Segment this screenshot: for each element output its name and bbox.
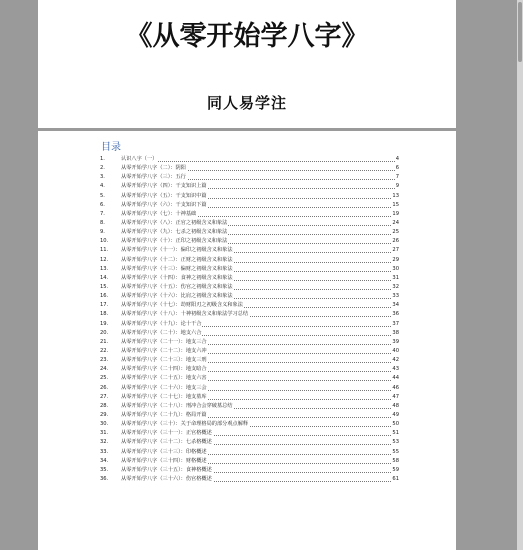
scrollbar-thumb[interactable] [518,2,522,62]
toc-entry-number: 11. [100,247,109,254]
toc-entry-page-number: 30 [391,265,399,274]
toc-entry-number: 35. [100,466,109,473]
toc-entry-number: 22. [100,347,109,354]
toc-entry-page-number: 36 [391,310,399,319]
toc-entry-number: 13. [100,265,109,272]
toc-entry-number: 9. [100,229,105,236]
toc-entry-page-number: 42 [391,356,399,365]
toc-entry-title: 认识八字（一） [121,156,158,162]
toc-entry-number: 21. [100,338,109,345]
toc-entry-number: 24. [100,366,109,373]
toc-entry-page-number: 59 [391,466,399,475]
toc-entry-page-number: 51 [391,429,399,438]
toc-entry-page-number: 25 [391,228,399,237]
toc-entry-page-number: 6 [395,164,399,173]
toc-entry-page-number: 27 [391,246,399,255]
toc-entry-number: 17. [100,302,109,309]
toc-entry-title: 从零开始学八字（五）：干支知识中篇 [121,192,207,199]
toc-entry[interactable] [38,210,456,219]
toc-entry-page-number: 34 [391,301,399,310]
toc-entry[interactable] [38,246,456,255]
toc-entry[interactable] [38,310,456,319]
toc-entry-title: 从零开始学八字（十九）：论十干合 [121,320,202,327]
toc-entry[interactable] [38,420,456,429]
toc-entry-title: 从零开始学八字（二十一）：地支三合 [121,338,207,345]
toc-entry[interactable] [38,256,456,265]
toc-entry-page-number: 9 [395,182,399,191]
toc-entry-number: 30. [100,421,109,428]
toc-entry-page-number: 15 [391,201,399,210]
toc-entry-page-number: 40 [391,347,399,356]
toc-entry-number: 20. [100,329,109,336]
toc-entry-title: 从零开始学八字（十三）：偏财之初级含义和象法 [121,265,233,272]
toc-entry-title: 从零开始学八字（二十）：地支六合 [121,329,202,336]
toc-entry[interactable] [38,402,456,411]
toc-entry[interactable] [38,438,456,447]
toc-entry-number: 16. [100,293,109,300]
toc-entry-number: 33. [100,448,109,455]
toc-entry-page-number: 39 [391,338,399,347]
toc-entry-page-number: 55 [391,448,399,457]
toc-entry[interactable] [38,265,456,274]
toc-entry[interactable] [38,329,456,338]
toc-entry[interactable] [38,283,456,292]
toc-entry-title: 从零开始学八字（二十四）：地支暗合 [121,366,207,373]
toc-entry[interactable] [38,393,456,402]
toc-entry-title: 从零开始学八字（四）：干支知识上篇 [121,183,207,190]
toc-entry[interactable] [38,374,456,383]
toc-entry-page-number: 46 [391,384,399,393]
toc-entry-title: 从零开始学八字（三十二）：七杀格概述 [121,439,212,446]
toc-entry-title: 从零开始学八字（三十五）：食神格概述 [121,466,212,473]
toc-entry-title: 从零开始学八字（三十三）：印格概述 [121,448,207,455]
toc-entry-number: 14. [100,274,109,281]
toc-entry[interactable] [38,274,456,283]
toc-entry-title: 从零开始学八字（十五）：伤官之初级含义和象法 [121,283,233,290]
toc-entry-page-number: 49 [391,411,399,420]
toc-entry[interactable] [38,301,456,310]
document-author: 同人易学注 [206,94,287,112]
toc-entry[interactable] [38,347,456,356]
toc-entry-title: 从零开始学八字（十八）：十神初级含义和象法学习总结 [121,311,249,318]
toc-entry-page-number: 48 [391,402,399,411]
toc-entry[interactable] [38,182,456,191]
toc-entry-page-number: 43 [391,365,399,374]
toc-entry-title: 从零开始学八字（三十）：关于命理格局的部分观点解释 [121,421,249,428]
title-page [38,0,456,128]
toc-entry-title: 从零开始学八字（二十六）：地支三会 [121,384,207,391]
toc-entry-page-number: 32 [391,283,399,292]
toc-entry-title: 从零开始学八字（六）：干支知识下篇 [121,201,207,208]
toc-entry-number: 26. [100,384,109,391]
toc-entry-number: 36. [100,475,109,482]
toc-entry-title: 从零开始学八字（二十二）：地支六冲 [121,347,207,354]
toc-heading: 目录 [101,142,121,153]
toc-entry-page-number: 4 [395,155,399,164]
toc-entry-number: 25. [100,375,109,382]
toc-entry-page-number: 33 [391,292,399,301]
toc-entry-number: 10. [100,238,109,245]
toc-entry-number: 8. [100,219,105,226]
toc-dot-leader [121,161,395,162]
toc-entry-number: 19. [100,320,109,327]
toc-entry-page-number: 50 [391,420,399,429]
toc-entry[interactable] [38,448,456,457]
vertical-scrollbar[interactable] [517,0,523,550]
toc-entry-page-number: 31 [391,274,399,283]
toc-entry-title: 从零开始学八字（二十八）：刑冲合会穿破墓总结 [121,402,233,409]
toc-entry-page-number: 26 [391,237,399,246]
toc-entry-number: 1. [100,156,105,162]
toc-entry-number: 12. [100,256,109,263]
toc-list [38,155,456,484]
toc-page [38,131,456,550]
toc-entry[interactable] [38,173,456,182]
toc-entry-title: 从零开始学八字（九）：七杀之初级含义和象法 [121,229,228,236]
toc-entry-title: 从零开始学八字（三十一）：正官格概述 [121,430,212,437]
toc-entry[interactable] [38,320,456,329]
toc-entry-page-number: 44 [391,374,399,383]
toc-entry-page-number: 53 [391,438,399,447]
toc-entry[interactable] [38,356,456,365]
toc-entry-title: 从零开始学八字（十四）：食神之初级含义和象法 [121,274,233,281]
toc-entry-page-number: 29 [391,256,399,265]
toc-entry-number: 3. [100,174,105,181]
toc-entry-title: 从零开始学八字（二十九）：格局开篇 [121,411,207,418]
toc-entry-number: 29. [100,411,109,418]
toc-entry-page-number: 47 [391,393,399,402]
toc-entry-page-number: 19 [391,210,399,219]
toc-entry-title: 从零开始学八字（十）：正印之初级含义和象法 [121,238,228,245]
toc-entry-number: 6. [100,201,105,208]
toc-entry[interactable] [38,292,456,301]
toc-entry[interactable] [38,457,456,466]
toc-entry[interactable] [38,201,456,210]
toc-entry-page-number: 24 [391,219,399,228]
toc-entry-title: 从零开始学八字（三十四）：财格概述 [121,457,207,464]
toc-entry-number: 15. [100,283,109,290]
document-title: 《从零开始学八字》 [125,21,369,52]
toc-entry[interactable] [38,219,456,228]
toc-entry-number: 5. [100,192,105,199]
toc-entry[interactable] [38,466,456,475]
toc-entry-page-number: 38 [391,329,399,338]
toc-entry[interactable] [38,338,456,347]
toc-entry-title: 从零开始学八字（二十五）：地支六害 [121,375,207,382]
toc-entry-number: 28. [100,402,109,409]
toc-entry[interactable] [38,365,456,374]
toc-entry-number: 4. [100,183,105,190]
toc-entry-number: 7. [100,210,105,217]
toc-entry-title: 从零开始学八字（十二）：正财之初级含义和象法 [121,256,233,263]
toc-entry-number: 27. [100,393,109,400]
toc-entry-number: 18. [100,311,109,318]
toc-entry-page-number: 13 [391,192,399,201]
toc-entry[interactable] [38,411,456,420]
toc-entry-page-number: 7 [395,173,399,182]
toc-entry-title: 从零开始学八字（十六）：比肩之初级含义和象法 [121,293,233,300]
toc-entry-number: 32. [100,439,109,446]
toc-entry-title: 从零开始学八字（七）：十神基础 [121,210,197,217]
toc-entry-title: 从零开始学八字（八）：正官之初级含义和象法 [121,219,228,226]
toc-entry[interactable] [38,429,456,438]
toc-entry-page-number: 37 [391,320,399,329]
toc-entry-title: 从零开始学八字（十一）：偏印之初级含义和象法 [121,247,233,254]
toc-entry-number: 23. [100,357,109,364]
toc-entry-title: 从零开始学八字（十七）：劫财阳刃之初级含义和象法 [121,302,243,309]
toc-entry-page-number: 61 [391,475,399,484]
toc-entry-title: 从零开始学八字（二）：阴阳 [121,165,186,172]
toc-entry-title: 从零开始学八字（二十七）：地支墓库 [121,393,207,400]
toc-entry[interactable] [38,155,456,164]
toc-entry-number: 31. [100,430,109,437]
toc-entry[interactable] [38,164,456,173]
toc-entry[interactable] [38,475,456,484]
toc-entry-title: 从零开始学八字（三十六）：伤官格概述 [121,475,212,482]
toc-entry[interactable] [38,192,456,201]
toc-entry-title: 从零开始学八字（二十三）：地支三刑 [121,357,207,364]
toc-entry-page-number: 58 [391,457,399,466]
toc-entry-title: 从零开始学八字（三）：五行 [121,174,186,181]
toc-entry[interactable] [38,384,456,393]
toc-entry[interactable] [38,228,456,237]
toc-entry-number: 2. [100,165,105,172]
toc-entry[interactable] [38,237,456,246]
toc-entry-number: 34. [100,457,109,464]
